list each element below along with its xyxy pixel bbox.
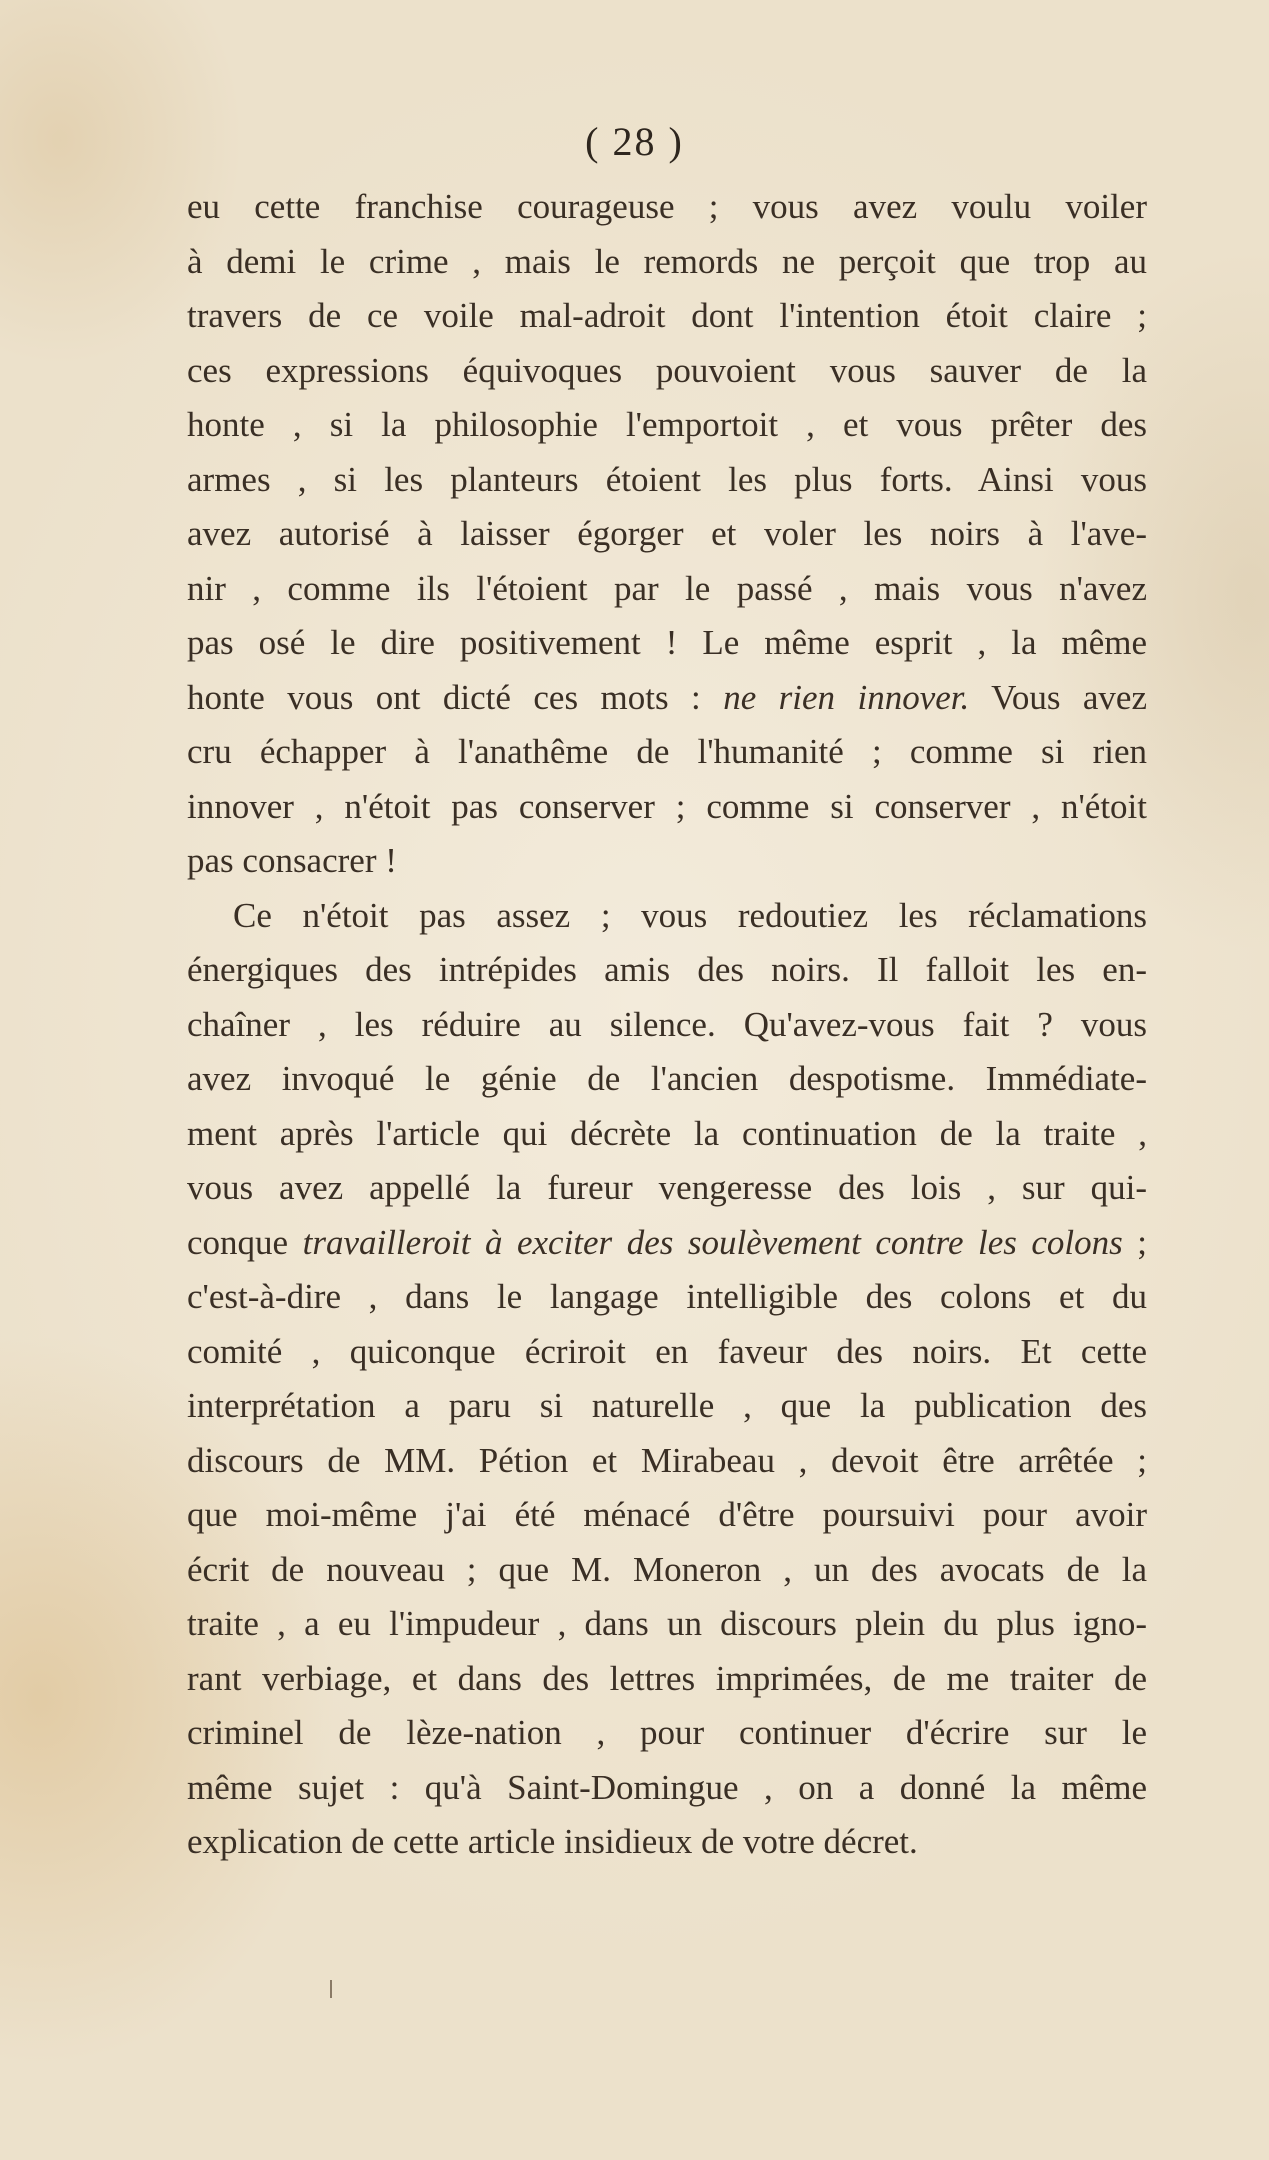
- text-segment: honte vous ont dicté ces mots :: [187, 677, 724, 717]
- body-text: [187, 180, 1147, 1870]
- text-line: explication de cette article insidieux de votre décret.: [187, 1822, 918, 1861]
- text-line: armes , si les planteurs étoient les plus forts. Ainsi vous: [187, 459, 1147, 499]
- text-line: innover , n'étoit pas conserver ; comme si conserver , n'étoit: [187, 786, 1147, 826]
- text-line: même sujet : qu'à Saint-Domingue , on a donné la même: [187, 1767, 1147, 1807]
- text-line: vous avez appellé la fureur vengeresse des lois , sur qui-: [187, 1168, 1147, 1207]
- text-line: cru échapper à l'anathême de l'humanité ; comme si rien: [187, 732, 1147, 771]
- text-line: chaîner , les réduire au silence. Qu'avez-vous fait ? vous: [187, 1004, 1147, 1044]
- text-line: comité , quiconque écriroit en faveur des noirs. Et cette: [187, 1331, 1147, 1371]
- text-line: pas osé le dire positivement ! Le même esprit , la même: [187, 623, 1147, 662]
- italic-phrase: travailleroit à exciter des soulèvement contre les colons: [302, 1222, 1123, 1262]
- text-line: avez autorisé à laisser égorger et voler les noirs à l'ave-: [187, 514, 1147, 553]
- text-segment: ;: [1122, 1222, 1148, 1262]
- text-segment: conque: [187, 1222, 303, 1262]
- text-line: ces expressions équivoques pouvoient vous sauver de la: [187, 350, 1147, 390]
- text-line: à demi le crime , mais le remords ne perçoit que trop au: [187, 241, 1147, 281]
- text-line: Ce n'étoit pas assez ; vous redoutiez les réclamations: [233, 895, 1147, 935]
- text-line: discours de MM. Pétion et Mirabeau , devoit être arrêtée ;: [187, 1440, 1147, 1480]
- text-line: que moi-même j'ai été ménacé d'être poursuivi pour avoir: [187, 1495, 1147, 1534]
- text-line: pas consacrer !: [187, 841, 397, 880]
- text-line: avez invoqué le génie de l'ancien despotisme. Immédiate-: [187, 1059, 1147, 1098]
- text-line: c'est-à-dire , dans le langage intelligible des colons et du: [187, 1277, 1147, 1316]
- text-line: criminel de lèze-nation , pour continuer d'écrire sur le: [187, 1713, 1147, 1752]
- text-line: ment après l'article qui décrète la continuation de la traite ,: [187, 1113, 1147, 1153]
- text-line: traite , a eu l'impudeur , dans un discours plein du plus igno-: [187, 1604, 1147, 1643]
- page-number: ( 28 ): [585, 119, 684, 164]
- text-line: eu cette franchise courageuse ; vous avez voulu voiler: [187, 187, 1147, 226]
- paper-mark: [330, 1980, 332, 1998]
- text-line: écrit de nouveau ; que M. Moneron , un des avocats de la: [187, 1549, 1147, 1589]
- text-line: rant verbiage, et dans des lettres imprimées, de me traiter de: [187, 1658, 1147, 1698]
- text-line: travers de ce voile mal-adroit dont l'intention étoit claire ;: [187, 296, 1147, 335]
- text-line: énergiques des intrépides amis des noirs. Il falloit les en-: [187, 950, 1147, 989]
- text-line: honte , si la philosophie l'emportoit , et vous prêter des: [187, 405, 1147, 444]
- text-segment: Vous avez: [969, 677, 1147, 717]
- text-line: interprétation a paru si naturelle , que la publication des: [187, 1386, 1147, 1425]
- text-line: [187, 1216, 1147, 1271]
- text-line: [187, 671, 1147, 726]
- italic-phrase: ne rien innover.: [723, 677, 970, 717]
- text-line: nir , comme ils l'étoient par le passé , mais vous n'avez: [187, 568, 1147, 608]
